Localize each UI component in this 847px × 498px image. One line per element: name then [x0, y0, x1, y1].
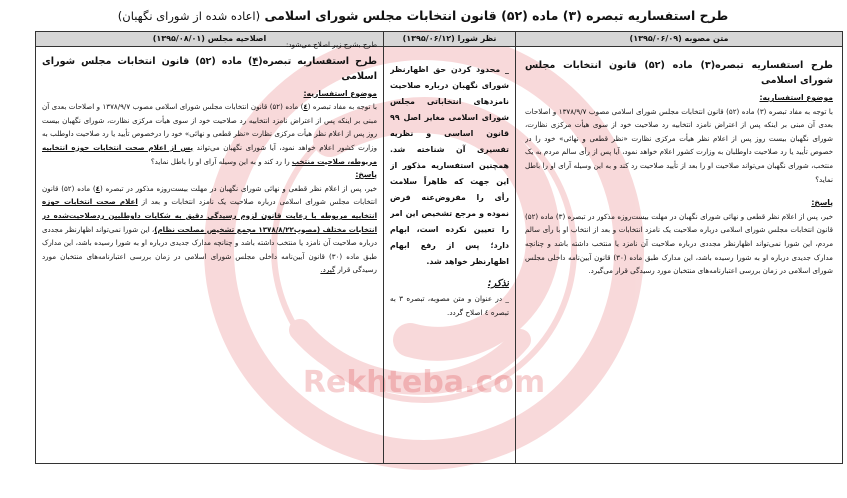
council-notes-text: _ در عنوان و متن مصوبه، تبصره ۳ به تبصره ٤ اصلاح گردد. [390, 294, 509, 317]
header-approved: متن مصوبه (۱۳۹۵/۰۶/۰۹) [516, 32, 842, 47]
council-opinion: _ محدود کردن حق اظهارنظر شورای نگهبان درباره صلاحیت نامزدهای انتخاباتی مجلس شورای اسلامی مغایر اصل ۹۹ قانون اساسی و نظریه تفسیری آن شناخته شد. همچنین استفساریه مذکور از این جهت که ظاهراً سلامت رأی را مفروض‌عنه فرض نموده و مرجع تشخیص این امر را تعیین نکرده است، ابهام دارد؛ پس از رفع ابهام اظهارنظر خواهد شد. [390, 65, 509, 266]
approved-answer-text: خیر، پس از اعلام نظر قطعی و نهائی شورای نگهبان در مهلت بیست‌روزه مذکور در تبصره (۳) ماده (۵۲) قانون انتخابات مجلس شورای اسلامی درباره صلاحیت یک نامزد انتخابات و بعد از انتخاب او با رأی سالم مردم، این شورا نمی‌تواند اظهارنظر مجددی درباره صلاحیت آن نامزد یا منتخب داشته باشد و چنانچه مدارک جدیدی درباره او به شورا رسیده باشد، این مدارک طبق ماده (۳۰) قانون آیین‌نامه داخلی مجلس شورای اسلامی در زمان بررسی اعتبارنامه‌های منتخبان مورد رسیدگی قرار می‌گیرد. [525, 211, 833, 276]
header-revised: اصلاحیه مجلس (۱۳۹۵/۰۸/۰۱) [36, 32, 383, 47]
title-note: (اعاده شده از شورای نگهبان) [117, 9, 261, 23]
column-council [384, 32, 516, 463]
column-revised [36, 32, 384, 463]
column-approved [516, 32, 842, 463]
comparison-table [35, 31, 843, 464]
revised-body [42, 38, 377, 459]
revised-subject-amendment: پس از اعلام صحت انتخابات حوزه انتخابیه مربوطه، صلاحیت منتخب [42, 142, 377, 166]
revised-answer-amendment: اعلام صحت انتخابات حوزه انتخابیه مربوطه با رعایت قانون لزوم رسیدگی دقیق به شکایات داوطلبین ردصلاحیت‌شده در انتخابات مختلف (مصوب۱۳۷۸/۸/۲۲ مجمع تشخیص مصلحت نظام) [42, 197, 377, 234]
approved-heading: طرح استفساریه تبصره(۳) ماده (۵۲) قانون انتخابات مجلس شورای اسلامی [525, 60, 833, 86]
title-main: طرح استفساریه تبصره (۳) ماده (۵۲) قانون انتخابات مجلس شورای اسلامی [264, 8, 729, 23]
watermark-text: Rekhteba.com [302, 365, 546, 400]
revised-intro: طرح بشرح زیر اصلاح می‌شود: [286, 40, 377, 49]
approved-subject-text: با توجه به مفاد تبصره (۳) ماده (۵۲) قانون انتخابات مجلس شورای اسلامی مصوب ۱۳۷۸/۹/۷ و اصلاحات بعدی آن مبنی بر اینکه پس از اعتراض نامزد انتخابیه رد صلاحیت خود از سوی هیأت مرکزی نظارت، شورای نگهبان بیست روز پس از اعلام نظر هیأت مرکزی نظارت «نظر قطعی و نهائی» خود را در خصوص تأیید یا رد صلاحیت داوطلبان به وزارت کشور اعلام خواهد نمود، آیا پس از رأی سالم مردم به یک منتخب، شورای نگهبان می‌تواند صلاحیت او را بعد از تأیید صلاحیت رد کند و به این وسیله آرای او را باطل نماید؟ [525, 106, 833, 184]
revised-answer-label: پاسخ: [355, 170, 377, 180]
document-title [8, 8, 838, 23]
council-notes-label: تذکر: [487, 278, 509, 289]
council-body [390, 62, 509, 459]
revised-heading-number: ۴ [252, 55, 259, 67]
approved-answer-label: پاسخ: [811, 198, 833, 208]
revised-heading: طرح استفساریه تبصره(۴) ماده (۵۲) قانون انتخابات مجلس شورای اسلامی [42, 55, 377, 82]
revised-answer-text: خیر، پس از اعلام نظر قطعی و نهائی شورای نگهبان در مهلت بیست‌روزه مذکور در تبصره (٤) ماده (۵۲) قانون انتخابات مجلس شورای اسلامی درباره صلاحیت یک نامزد انتخابات و بعد از اعلام صحت انتخابات حوزه انتخابیه مربوطه با رعایت قانون لزوم رسیدگی دقیق به شکایات داوطلبین ردصلاحیت‌شده در انتخابات مختلف (مصوب۱۳۷۸/۸/۲۲ مجمع تشخیص مصلحت نظام)، این شورا نمی‌تواند اظهارنظر مجددی درباره صلاحیت آن نامزد یا منتخب داشته باشد و چنانچه مدارک جدیدی درباره او به شورا رسیده باشد، این مدارک طبق ماده (۳۰) قانون آیین‌نامه داخلی مجلس شورای اسلامی در زمان بررسی اعتبارنامه‌های منتخبان مورد رسیدگی قرار گیرد. [42, 183, 377, 275]
approved-subject-label: موضوع استفساریه: [759, 93, 833, 102]
header-council: نظر شورا (۱۳۹۵/۰۶/۱۲) [384, 32, 515, 47]
revised-subject-text: با توجه به مفاد تبصره (٤) ماده (۵۲) قانون انتخابات مجلس شورای اسلامی مصوب ۱۳۷۸/۹/۷ و اصلاحات بعدی آن مبنی بر اینکه پس از اعتراض نامزد انتخابیه رد صلاحیت خود از سوی هیأت مرکزی نظارت، شورای نگهبان بیست روز پس از اعلام نظر هیأت مرکزی نظارت «نظر قطعی و نهائی» خود را درخصوص تأیید یا رد صلاحیت داوطلب به وزارت کشور اعلام خواهد نمود، آیا شورای نگهبان می‌تواند پس از اعلام صحت انتخابات حوزه انتخابیه مربوطه، صلاحیت منتخب را رد کند و به این وسیله آرای او را باطل نماید؟ [42, 102, 377, 166]
approved-body [525, 56, 833, 459]
revised-subject-label: موضوع استفساریه: [303, 88, 377, 98]
